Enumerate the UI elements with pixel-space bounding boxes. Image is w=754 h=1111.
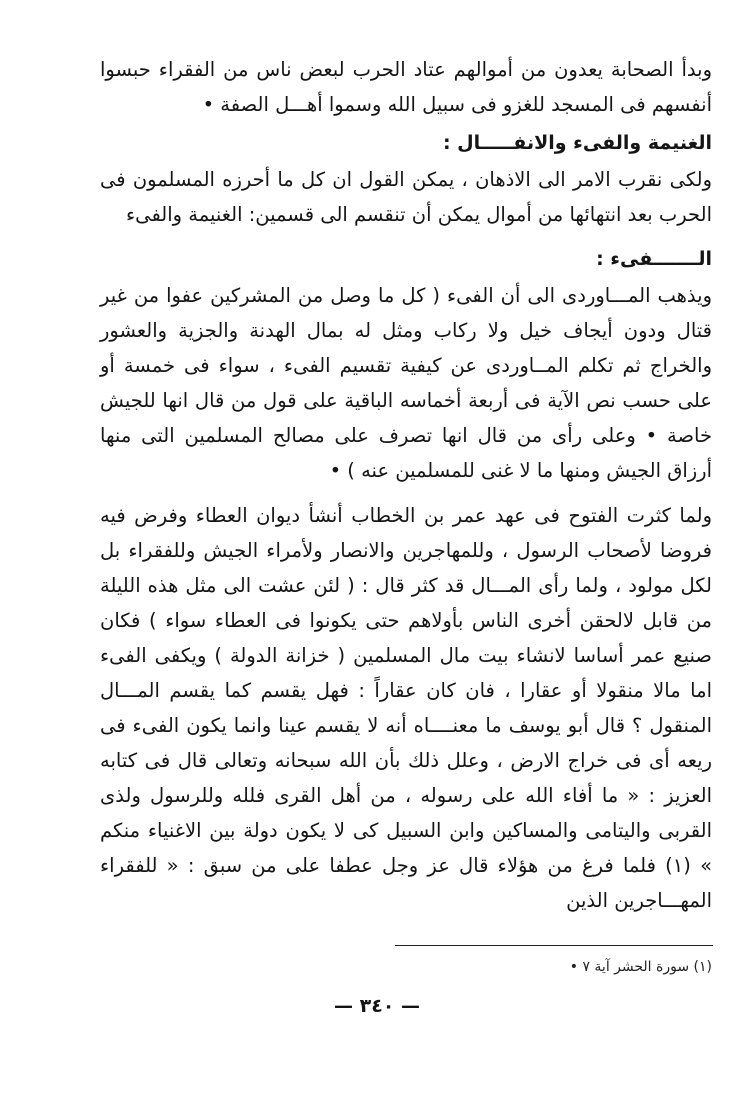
- paragraph-ghanima-intro: ولكى نقرب الامر الى الاذهان ، يمكن القول ان كل ما أحرزه المسلمون فى الحرب بعد انتهائها من أموال يمكن أن تنقسم الى قسمين: الغنيمة والفىء: [100, 168, 712, 226]
- page-body: [100, 52, 712, 918]
- footnote: (١) سورة الحشر آية ٧ •: [569, 959, 712, 975]
- page-number: — ٣٤٠ —: [333, 995, 421, 1017]
- paragraph-umar-diwan: ولما كثرت الفتوح فى عهد عمر بن الخطاب أنشأ ديوان العطاء وفرض فيه فروضا لأصحاب الرسول ، وللمهاجرين والانصار ولأمراء الجيش وللفقراء بل لكل مولود ، ولما رأى المـــال قد كثر قال : ( لئن عشت الى مثل هذه الليلة من قابل لالحقن أخرى الناس بأولاهم حتى يكونوا فى العطاء سواء ) فكان صنيع عمر أساسا لانشاء بيت مال المسلمين ( خزانة الدولة ) ويكفى الفىء اما مالا منقولا أو عقارا ، فان كان عقاراً : فهل يقسم كما يقسم المـــال المنقول ؟ قال أبو يوسف ما معنــــاه أنه لا يقسم عينا وانما يكون الفىء فى ريعه أى فى خراج الارض ، وعلل ذلك بأن الله سبحانه وتعالى قال فى كتابه العزيز : « ما أفاء الله على رسوله ، من أهل القرى فلله وللرسول ولذى القربى واليتامى والمساكين وابن السبيل كى لا يكون دولة بين الاغنياء منكم » (١) فلما فرغ من هؤلاء قال عز وجل عطفا على من سبق : « للفقراء المهـــاجرين الذين: [100, 504, 712, 912]
- paragraph-ahl-al-suffa: وبدأ الصحابة يعدون من أموالهم عتاد الحرب لبعض ناس من الفقراء حبسوا أنفسهم فى المسجد للغزو فى سبيل الله وسموا أهـــل الصفة •: [100, 58, 712, 116]
- section-heading-fay: الـــــــفىء :: [596, 248, 712, 270]
- section-heading-ghanima: الغنيمة والفىء والانفـــــال :: [442, 132, 712, 154]
- paragraph-mawardi: ويذهب المـــاوردى الى أن الفىء ( كل ما وصل من المشركين عفوا من غير قتال ودون أيجاف خيل ولا ركاب ومثل له بمال الهدنة والجزية والعشور والخراج ثم تكلم المــاوردى عن كيفية تقسيم الفىء ، سواء فى خمسة أو على حسب نص الآية فى أربعة أخماسه الباقية على قول من قال انها للجيش خاصة • وعلى رأى من قال انها تصرف على مصالح المسلمين التى منها أرزاق الجيش ومنها ما لا غنى للمسلمين عنه ) •: [100, 284, 712, 482]
- footnote-divider: [395, 945, 713, 946]
